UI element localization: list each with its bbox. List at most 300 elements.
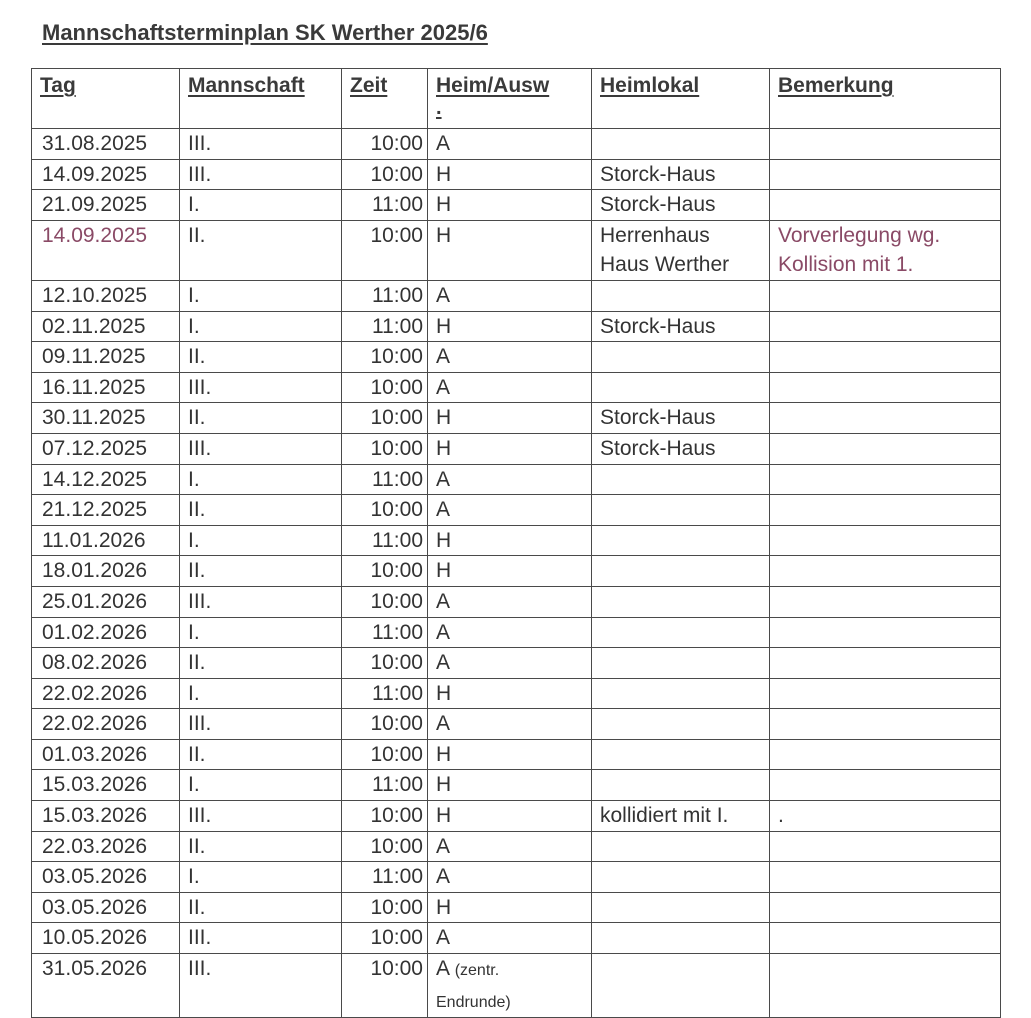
cell-mannschaft-text: III. [188, 804, 212, 828]
cell-heimlokal [592, 617, 770, 648]
cell-tag [32, 648, 180, 679]
cell-heimlokal [592, 770, 770, 801]
table-row [32, 525, 1001, 556]
header-heim-ausw-label: Heim/Ausw [436, 74, 550, 97]
cell-heim-ausw-text: A [436, 345, 451, 369]
cell-bemerkung-text: . [778, 804, 784, 828]
cell-zeit [342, 801, 428, 832]
cell-bemerkung [770, 892, 1001, 923]
cell-heimlokal [592, 831, 770, 862]
cell-mannschaft-text: III. [188, 957, 212, 981]
cell-heimlokal [592, 954, 770, 1018]
cell-heim-ausw [428, 525, 592, 556]
cell-mannschaft-text: I. [188, 681, 200, 705]
cell-tag-text: 16.11.2025 [42, 375, 146, 399]
table-row [32, 954, 1001, 1018]
cell-tag-text: 15.03.2026 [42, 773, 148, 797]
cell-bemerkung [770, 159, 1001, 190]
cell-mannschaft [180, 159, 342, 190]
cell-tag-text: 08.02.2026 [42, 651, 148, 675]
cell-heim-ausw-note: (zentr. [454, 962, 500, 980]
cell-heimlokal-text: kollidiert mit I. [600, 804, 729, 828]
cell-mannschaft [180, 954, 342, 1018]
cell-bemerkung [770, 678, 1001, 709]
cell-tag-text: 14.09.2025 [42, 162, 148, 186]
table-row [32, 556, 1001, 587]
cell-heimlokal [592, 525, 770, 556]
cell-mannschaft-text: III. [188, 436, 212, 460]
cell-tag-text: 03.05.2026 [42, 895, 148, 919]
cell-tag [32, 770, 180, 801]
cell-mannschaft [180, 801, 342, 832]
cell-bemerkung [770, 954, 1001, 1018]
cell-zeit [342, 190, 428, 221]
cell-tag-text: 22.02.2026 [42, 681, 148, 705]
cell-mannschaft [180, 831, 342, 862]
cell-heim-ausw-text: H [436, 895, 452, 919]
cell-mannschaft-text: II. [188, 895, 206, 919]
cell-tag-text: 18.01.2026 [42, 559, 148, 583]
cell-zeit-text: 10:00 [370, 712, 423, 736]
cell-heimlokal [592, 923, 770, 954]
cell-tag-text: 30.11.2025 [42, 406, 146, 430]
cell-tag-text: 31.08.2025 [42, 132, 148, 155]
cell-heim-ausw [428, 678, 592, 709]
cell-tag [32, 556, 180, 587]
cell-bemerkung [770, 525, 1001, 556]
cell-heimlokal [592, 372, 770, 403]
table-row [32, 648, 1001, 679]
cell-bemerkung [770, 464, 1001, 495]
cell-mannschaft-text: I. [188, 467, 200, 491]
cell-zeit-text: 10:00 [370, 589, 423, 613]
cell-heim-ausw-text: H [436, 681, 452, 705]
cell-zeit [342, 280, 428, 311]
cell-bemerkung [770, 923, 1001, 954]
cell-mannschaft-text: I. [188, 283, 200, 307]
cell-zeit-text: 10:00 [370, 406, 423, 430]
cell-zeit-text: 10:00 [370, 651, 423, 675]
cell-heimlokal [592, 280, 770, 311]
cell-mannschaft [180, 525, 342, 556]
cell-mannschaft [180, 280, 342, 311]
cell-mannschaft [180, 556, 342, 587]
cell-heimlokal [592, 556, 770, 587]
cell-mannschaft [180, 678, 342, 709]
cell-zeit [342, 770, 428, 801]
cell-zeit-text: 11:00 [372, 681, 423, 705]
cell-heim-ausw [428, 892, 592, 923]
cell-heim-ausw [428, 617, 592, 648]
cell-heim-ausw [428, 648, 592, 679]
cell-mannschaft [180, 862, 342, 893]
cell-mannschaft-text: II. [188, 498, 206, 522]
cell-heim-ausw [428, 342, 592, 373]
cell-tag-text: 22.03.2026 [42, 834, 148, 858]
cell-zeit-text: 11:00 [372, 620, 423, 644]
cell-heimlokal [592, 129, 770, 160]
cell-bemerkung [770, 739, 1001, 770]
cell-tag-text: 03.05.2026 [42, 865, 148, 889]
cell-zeit [342, 739, 428, 770]
cell-heim-ausw [428, 801, 592, 832]
cell-zeit-text: 10:00 [370, 895, 423, 919]
cell-zeit-text: 10:00 [370, 345, 423, 369]
cell-zeit [342, 495, 428, 526]
cell-heim-ausw-text: A [436, 712, 451, 736]
cell-heim-ausw-text: A [436, 467, 451, 491]
cell-mannschaft [180, 372, 342, 403]
cell-heim-ausw [428, 556, 592, 587]
cell-mannschaft [180, 342, 342, 373]
cell-tag [32, 709, 180, 740]
cell-tag [32, 831, 180, 862]
cell-mannschaft-text: III. [188, 712, 212, 736]
cell-zeit-text: 10:00 [370, 223, 423, 247]
cell-zeit [342, 586, 428, 617]
cell-heim-ausw [428, 311, 592, 342]
cell-heim-ausw [428, 586, 592, 617]
table-row [32, 159, 1001, 190]
cell-heim-ausw [428, 464, 592, 495]
cell-heim-ausw-text: A [436, 957, 449, 981]
cell-tag [32, 617, 180, 648]
cell-heim-ausw [428, 495, 592, 526]
table-row [32, 678, 1001, 709]
header-mannschaft: Mannschaft [180, 69, 342, 129]
cell-tag [32, 923, 180, 954]
cell-zeit-text: 11:00 [372, 467, 423, 491]
cell-zeit [342, 220, 428, 280]
cell-heimlokal [592, 311, 770, 342]
cell-heim-ausw-text: H [436, 773, 452, 797]
cell-heimlokal [592, 159, 770, 190]
cell-mannschaft [180, 617, 342, 648]
cell-heimlokal [592, 403, 770, 434]
cell-tag [32, 372, 180, 403]
cell-zeit-text: 10:00 [370, 436, 423, 460]
cell-bemerkung-text: Vorverlegung wg. [778, 223, 941, 247]
header-row [32, 69, 1001, 129]
cell-mannschaft-text: II. [188, 559, 206, 583]
cell-heim-ausw-text: H [436, 406, 452, 430]
cell-tag [32, 954, 180, 1018]
cell-tag [32, 403, 180, 434]
cell-heim-ausw [428, 220, 592, 280]
table-row [32, 709, 1001, 740]
cell-tag-text: 15.03.2026 [42, 804, 148, 828]
cell-heimlokal-text: Storck-Haus [600, 436, 716, 460]
table-row [32, 280, 1001, 311]
table-row [32, 495, 1001, 526]
cell-heim-ausw-text: H [436, 436, 452, 460]
cell-mannschaft-text: II. [188, 406, 206, 430]
cell-mannschaft [180, 709, 342, 740]
cell-heim-ausw-text: H [436, 742, 452, 766]
cell-mannschaft-text: II. [188, 223, 206, 247]
cell-zeit [342, 342, 428, 373]
cell-zeit-text: 11:00 [372, 528, 423, 552]
cell-heim-ausw-text: A [436, 926, 451, 950]
cell-bemerkung [770, 831, 1001, 862]
cell-mannschaft-text: II. [188, 345, 206, 369]
cell-heimlokal-text-2: Haus Werther [600, 253, 730, 277]
cell-heimlokal [592, 433, 770, 464]
cell-heim-ausw [428, 709, 592, 740]
cell-bemerkung [770, 280, 1001, 311]
cell-tag [32, 129, 180, 160]
cell-mannschaft [180, 770, 342, 801]
table-row [32, 739, 1001, 770]
cell-heimlokal [592, 190, 770, 221]
cell-tag [32, 342, 180, 373]
cell-zeit [342, 159, 428, 190]
table-row [32, 220, 1001, 280]
cell-zeit [342, 954, 428, 1018]
table-row [32, 586, 1001, 617]
cell-bemerkung [770, 220, 1001, 280]
cell-bemerkung [770, 617, 1001, 648]
cell-heimlokal [592, 220, 770, 280]
cell-mannschaft-text: I. [188, 865, 200, 889]
cell-heimlokal-text: Storck-Haus [600, 406, 716, 430]
cell-zeit [342, 556, 428, 587]
cell-tag-text: 21.12.2025 [42, 498, 148, 522]
cell-heim-ausw-text: A [436, 375, 451, 399]
cell-heim-ausw-text: A [436, 620, 451, 644]
cell-heimlokal [592, 862, 770, 893]
cell-bemerkung [770, 311, 1001, 342]
cell-heim-ausw-note-2: Endrunde) [436, 993, 511, 1011]
cell-zeit-text: 10:00 [370, 742, 423, 766]
cell-tag-text: 22.02.2026 [42, 712, 148, 736]
cell-mannschaft-text: III. [188, 926, 212, 950]
cell-mannschaft-text: II. [188, 651, 206, 675]
table-row [32, 129, 1001, 160]
cell-bemerkung [770, 648, 1001, 679]
cell-zeit-text: 10:00 [370, 834, 423, 858]
cell-heim-ausw-text: H [436, 193, 452, 217]
cell-mannschaft [180, 220, 342, 280]
cell-mannschaft [180, 923, 342, 954]
cell-heimlokal [592, 709, 770, 740]
cell-mannschaft [180, 190, 342, 221]
cell-bemerkung [770, 372, 1001, 403]
cell-zeit-text: 10:00 [370, 804, 423, 828]
cell-zeit [342, 892, 428, 923]
cell-mannschaft [180, 311, 342, 342]
cell-heim-ausw [428, 923, 592, 954]
cell-zeit-text: 10:00 [370, 132, 423, 155]
table-row [32, 862, 1001, 893]
cell-heim-ausw [428, 770, 592, 801]
cell-heim-ausw-text: A [436, 865, 451, 889]
cell-tag [32, 495, 180, 526]
cell-bemerkung [770, 433, 1001, 464]
cell-tag [32, 190, 180, 221]
cell-heim-ausw [428, 739, 592, 770]
cell-tag [32, 586, 180, 617]
cell-heim-ausw-text: H [436, 804, 452, 828]
cell-zeit [342, 311, 428, 342]
cell-zeit-text: 11:00 [372, 773, 423, 797]
cell-mannschaft [180, 739, 342, 770]
cell-tag [32, 862, 180, 893]
cell-tag-text: 10.05.2026 [42, 926, 148, 950]
cell-zeit [342, 923, 428, 954]
cell-bemerkung [770, 190, 1001, 221]
table-row [32, 403, 1001, 434]
cell-zeit [342, 862, 428, 893]
cell-heim-ausw-text: H [436, 162, 452, 186]
table-row [32, 433, 1001, 464]
schedule-table [31, 68, 1001, 1018]
cell-zeit-text: 10:00 [370, 162, 423, 186]
cell-tag-text: 14.12.2025 [42, 467, 148, 491]
header-heim-ausw [428, 69, 592, 129]
cell-heim-ausw [428, 159, 592, 190]
cell-zeit [342, 372, 428, 403]
cell-tag-text: 02.11.2025 [42, 314, 146, 338]
cell-bemerkung [770, 129, 1001, 160]
cell-heimlokal [592, 495, 770, 526]
cell-zeit [342, 403, 428, 434]
cell-tag-text: 09.11.2025 [42, 345, 146, 369]
cell-mannschaft-text: III. [188, 132, 212, 155]
table-row [32, 190, 1001, 221]
cell-mannschaft [180, 403, 342, 434]
cell-zeit [342, 678, 428, 709]
cell-mannschaft-text: I. [188, 528, 200, 552]
header-heimlokal: Heimlokal [592, 69, 770, 129]
cell-bemerkung [770, 495, 1001, 526]
cell-heimlokal-text: Herrenhaus [600, 223, 710, 247]
cell-heimlokal [592, 892, 770, 923]
cell-mannschaft [180, 464, 342, 495]
cell-heimlokal-text: Storck-Haus [600, 314, 716, 338]
cell-zeit [342, 464, 428, 495]
cell-zeit [342, 709, 428, 740]
cell-tag [32, 280, 180, 311]
cell-zeit [342, 831, 428, 862]
cell-heim-ausw [428, 831, 592, 862]
cell-tag [32, 892, 180, 923]
cell-heim-ausw-text: A [436, 132, 451, 155]
cell-heim-ausw [428, 954, 592, 1018]
header-zeit: Zeit [342, 69, 428, 129]
cell-bemerkung [770, 342, 1001, 373]
cell-heim-ausw [428, 403, 592, 434]
cell-mannschaft-text: III. [188, 375, 212, 399]
header-bemerkung: Bemerkung [770, 69, 1001, 129]
cell-heim-ausw-text: A [436, 651, 451, 675]
cell-heimlokal [592, 678, 770, 709]
cell-bemerkung [770, 801, 1001, 832]
cell-zeit [342, 433, 428, 464]
cell-heimlokal [592, 648, 770, 679]
cell-zeit-text: 10:00 [370, 375, 423, 399]
cell-heim-ausw-text: A [436, 283, 451, 307]
cell-tag [32, 464, 180, 495]
table-row [32, 617, 1001, 648]
cell-zeit-text: 10:00 [370, 498, 423, 522]
cell-heimlokal [592, 586, 770, 617]
cell-zeit-text: 11:00 [372, 314, 423, 338]
cell-bemerkung [770, 709, 1001, 740]
cell-tag [32, 311, 180, 342]
cell-tag [32, 739, 180, 770]
header-tag: Tag [32, 69, 180, 129]
cell-zeit-text: 11:00 [372, 193, 423, 217]
document-title: Mannschaftsterminplan SK Werther 2025/6 [42, 20, 488, 45]
cell-bemerkung [770, 556, 1001, 587]
cell-heim-ausw-text: H [436, 223, 452, 247]
table-row [32, 801, 1001, 832]
table-row [32, 770, 1001, 801]
cell-heim-ausw-text: A [436, 498, 451, 522]
cell-heimlokal [592, 801, 770, 832]
cell-tag [32, 678, 180, 709]
table-row [32, 311, 1001, 342]
cell-mannschaft-text: II. [188, 834, 206, 858]
cell-heim-ausw [428, 190, 592, 221]
cell-mannschaft-text: III. [188, 162, 212, 186]
cell-bemerkung [770, 862, 1001, 893]
cell-mannschaft [180, 433, 342, 464]
cell-tag-text: 01.02.2026 [42, 620, 148, 644]
cell-tag-text: 01.03.2026 [42, 742, 148, 766]
cell-heim-ausw-text: A [436, 834, 451, 858]
table-row [32, 831, 1001, 862]
cell-tag-text: 25.01.2026 [42, 589, 148, 613]
table-row [32, 923, 1001, 954]
cell-heimlokal [592, 464, 770, 495]
cell-tag-text: 21.09.2025 [42, 193, 148, 217]
cell-tag [32, 433, 180, 464]
cell-mannschaft [180, 129, 342, 160]
cell-zeit-text: 11:00 [372, 283, 423, 307]
cell-tag [32, 525, 180, 556]
cell-zeit [342, 648, 428, 679]
cell-heim-ausw-text: H [436, 314, 452, 338]
cell-mannschaft-text: I. [188, 773, 200, 797]
cell-mannschaft-text: III. [188, 589, 212, 613]
table-row [32, 464, 1001, 495]
cell-bemerkung [770, 403, 1001, 434]
table-row [32, 342, 1001, 373]
cell-heim-ausw [428, 372, 592, 403]
cell-tag [32, 801, 180, 832]
cell-zeit [342, 129, 428, 160]
cell-tag-text: 14.09.2025 [42, 223, 148, 247]
cell-tag-text: 31.05.2026 [42, 957, 148, 981]
cell-heimlokal [592, 342, 770, 373]
cell-bemerkung [770, 586, 1001, 617]
cell-mannschaft [180, 495, 342, 526]
cell-tag-text: 07.12.2025 [42, 436, 148, 460]
cell-mannschaft-text: I. [188, 620, 200, 644]
cell-mannschaft [180, 586, 342, 617]
cell-tag-text: 11.01.2026 [42, 528, 146, 552]
cell-mannschaft-text: I. [188, 193, 200, 217]
cell-zeit-text: 10:00 [370, 559, 423, 583]
cell-bemerkung [770, 770, 1001, 801]
cell-heim-ausw-text: H [436, 528, 452, 552]
cell-zeit [342, 617, 428, 648]
cell-tag-text: 12.10.2025 [42, 283, 148, 307]
cell-heim-ausw-text: H [436, 559, 452, 583]
cell-zeit [342, 525, 428, 556]
